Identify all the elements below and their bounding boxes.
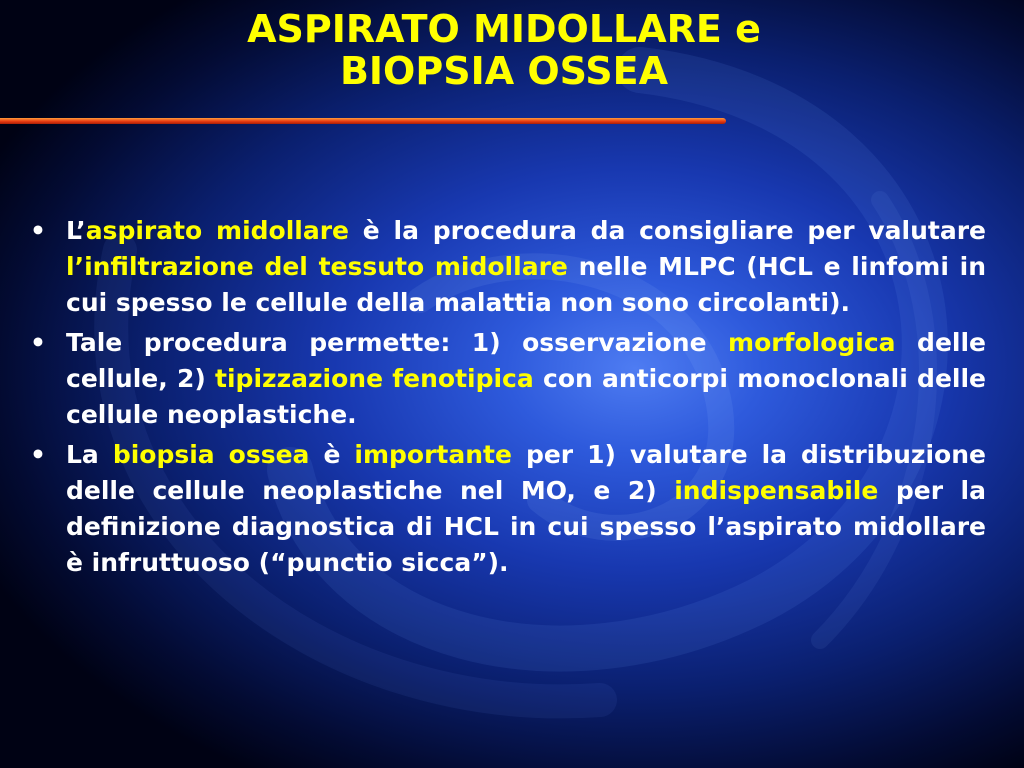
segment: con anticorpi monoclonali delle cellule neoplastiche. [66,364,986,429]
highlight-indispensabile: indispensabile [674,476,879,505]
segment: L’ [66,216,86,245]
bullet-item-biopsia [28,437,986,581]
highlight-aspirato-midollare: aspirato midollare [85,216,349,245]
segment: nelle MLPC (HCL e linfomi in cui spesso le cellule della malattia non sono circolanti). [66,252,986,317]
title-underline-bar [0,118,726,124]
segment: è [309,440,355,469]
segment: La [66,440,113,469]
highlight-importante: importante [354,440,512,469]
slide-title-line-1: ASPIRATO MIDOLLARE e [247,7,761,51]
segment: Tale procedura permette: 1) osservazione [66,328,729,357]
highlight-infiltrazione: l’infiltrazione del tessuto midollare [66,252,568,281]
highlight-tipizzazione-fenotipica: tipizzazione fenotipica [215,364,534,393]
slide-title-line-2: BIOPSIA OSSEA [339,49,669,93]
bullet-item-aspirato [28,213,986,321]
segment: è la procedura da consigliare per valutare [349,216,986,245]
bullet-item-procedura [28,325,986,433]
slide-title [0,8,1008,92]
segment: per 1) valutare la distribuzione delle cellule neoplastiche nel MO, e 2) [66,440,986,505]
highlight-biopsia-ossea: biopsia ossea [112,440,310,469]
segment: delle cellule, 2) [66,328,986,393]
bullet-marker: • [30,328,46,357]
bullet-marker: • [30,216,46,245]
bullet-list [28,213,986,585]
highlight-morfologica: morfologica [728,328,896,357]
bullet-marker: • [30,440,46,469]
segment: per la definizione diagnostica di HCL in cui spesso l’aspirato midollare è infruttuoso (“punctio sicca”). [66,476,986,577]
